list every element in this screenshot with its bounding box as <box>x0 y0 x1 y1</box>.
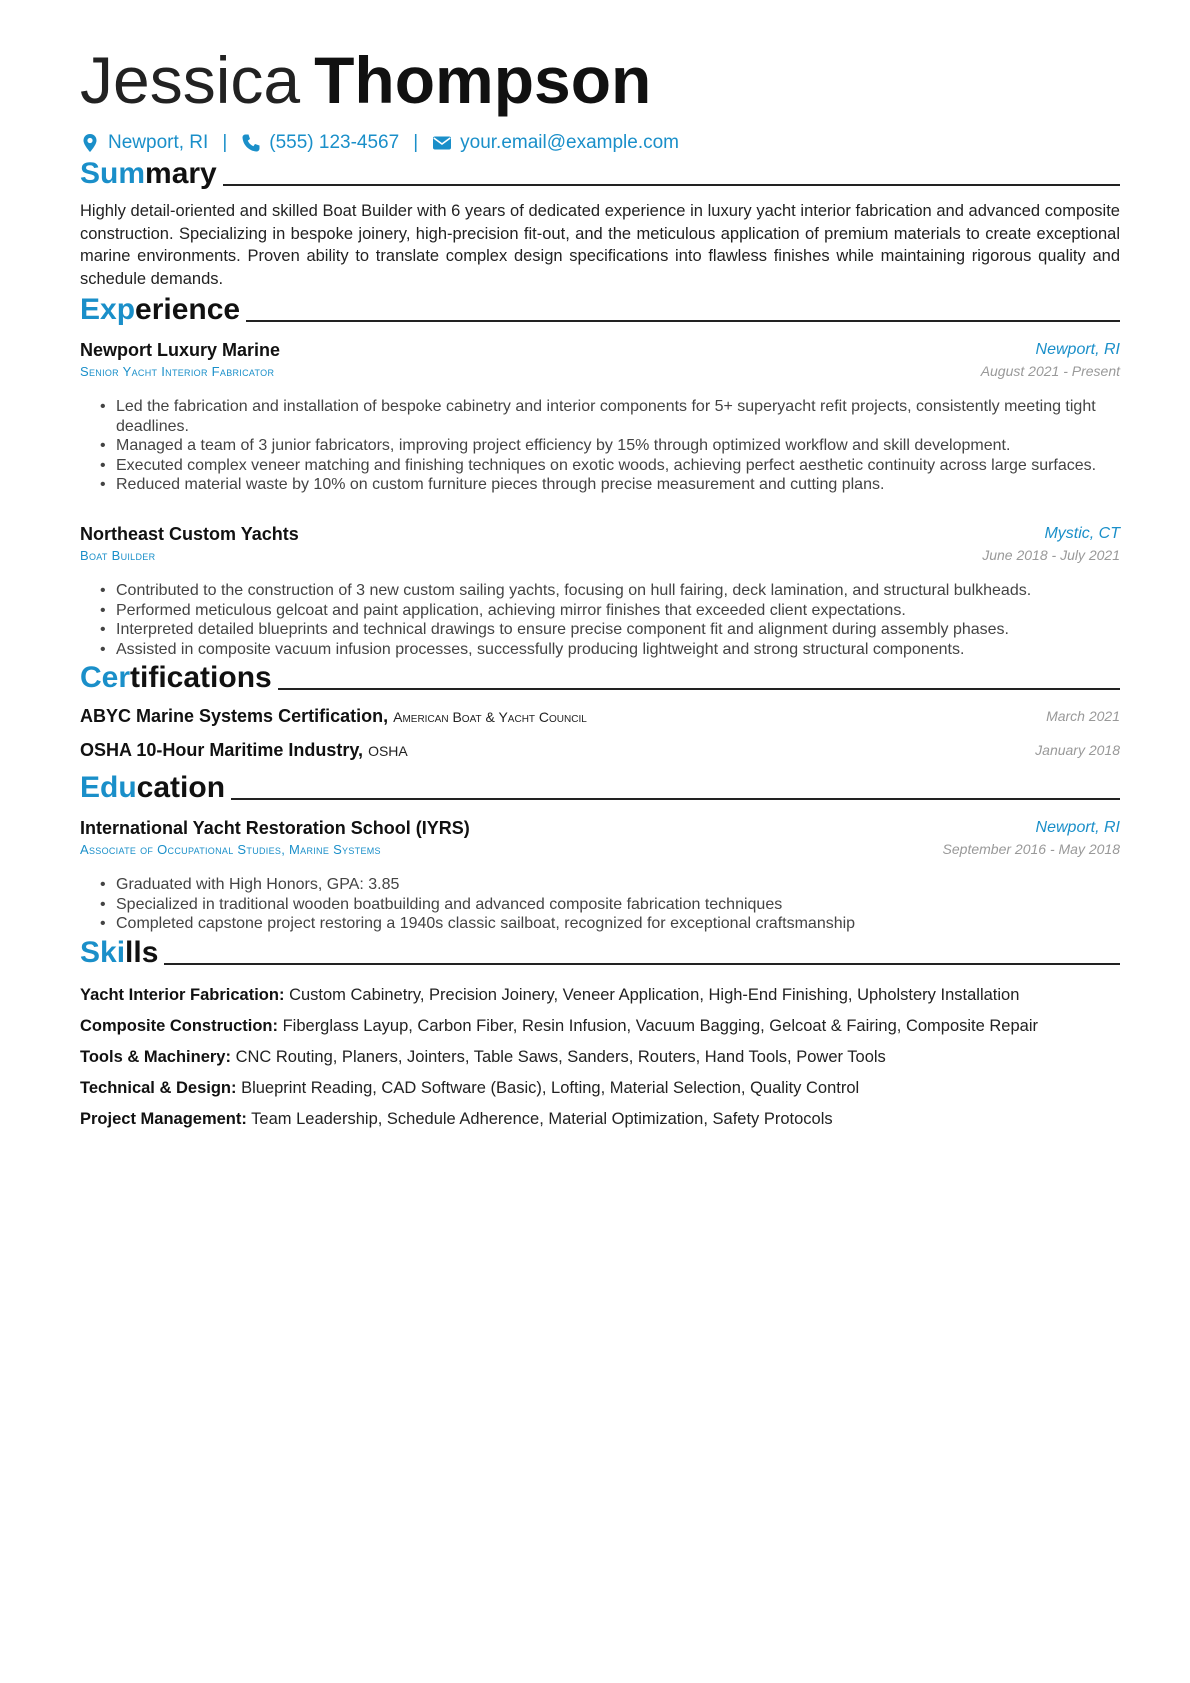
cert-org: OSHA <box>368 743 408 759</box>
cert-date: March 2021 <box>1046 708 1120 724</box>
list-item: • Assisted in composite vacuum infusion processes, successfully producing lightweight and strong structural components. <box>100 640 1120 660</box>
entry-org: Newport Luxury Marine <box>80 340 281 360</box>
education-section <box>80 770 1120 932</box>
entry-location: Newport, RI <box>1035 819 1120 836</box>
section-rule <box>223 184 1120 186</box>
skills-section <box>80 935 1120 1140</box>
skill-list: Custom Cabinetry, Precision Joinery, Veneer Application, High-End Finishing, Upholstery Installation <box>289 986 1020 1004</box>
cert-name: OSHA 10-Hour Maritime Industry <box>80 740 359 760</box>
section-header <box>80 935 1120 971</box>
summary-section <box>80 156 1120 290</box>
skill-row <box>80 1047 1120 1067</box>
entry-location: Newport, RI <box>1035 341 1120 358</box>
entry-bullets <box>100 581 1120 659</box>
skill-row <box>80 1078 1120 1098</box>
certification-item: OSHA 10-Hour Maritime Industry, OSHA January 2018 <box>80 740 1120 760</box>
section-rule <box>164 963 1120 965</box>
skill-row <box>80 985 1120 1005</box>
first-name: Jessica <box>80 43 301 117</box>
list-item: • Completed capstone project restoring a 1940s classic sailboat, recognized for exceptional craftsmanship <box>100 914 1120 934</box>
section-title: Education <box>80 771 226 804</box>
certifications-section <box>80 660 1120 774</box>
section-header <box>80 660 1120 696</box>
skill-row <box>80 1016 1120 1036</box>
contact-phone <box>241 132 399 154</box>
section-header <box>80 770 1120 806</box>
section-rule <box>246 320 1120 322</box>
entry-bullets <box>100 397 1120 495</box>
cert-date: January 2018 <box>1035 742 1120 758</box>
list-item: • Reduced material waste by 10% on custom furniture pieces through precise measurement and cutting plans. <box>100 475 1120 495</box>
entry-role: Associate of Occupational Studies, Marine Systems <box>80 842 381 857</box>
skill-list: CNC Routing, Planers, Jointers, Table Saws, Sanders, Routers, Hand Tools, Power Tools <box>235 1048 886 1066</box>
contact-email[interactable] <box>432 132 679 154</box>
skill-category: Project Management: <box>80 1110 247 1128</box>
skill-list: Blueprint Reading, CAD Software (Basic), Lofting, Material Selection, Quality Control <box>241 1079 860 1097</box>
list-item: • Managed a team of 3 junior fabricators, improving project efficiency by 15% through optimized workflow and skill development. <box>100 436 1120 456</box>
skill-row <box>80 1109 1120 1129</box>
experience-section <box>80 292 1120 658</box>
contact-separator: | <box>222 132 228 153</box>
list-item: • Performed meticulous gelcoat and paint application, achieving mirror finishes that exceeded client expectations. <box>100 601 1120 621</box>
contact-location <box>80 132 208 154</box>
skill-category: Composite Construction: <box>80 1017 278 1035</box>
list-item: • Specialized in traditional wooden boatbuilding and advanced composite fabrication techniques <box>100 895 1120 915</box>
education-entry <box>80 818 1120 938</box>
section-header <box>80 292 1120 328</box>
experience-entry <box>80 340 1120 510</box>
list-item: • Executed complex veneer matching and finishing techniques on exotic woods, achieving perfect aesthetic continuity across large surfaces. <box>100 456 1120 476</box>
experience-entry <box>80 524 1120 658</box>
section-title: Experience <box>80 293 241 326</box>
entry-org: International Yacht Restoration School (IYRS) <box>80 818 470 838</box>
contact-line <box>80 132 679 154</box>
list-item: • Led the fabrication and installation of bespoke cabinetry and interior components for 5+ superyacht refit projects, consistently meeting tight deadlines. <box>100 397 1120 436</box>
location-text: Newport, RI <box>108 132 209 153</box>
cert-org: American Boat & Yacht Council <box>393 709 587 725</box>
list-item: • Contributed to the construction of 3 new custom sailing yachts, focusing on hull fairing, deck lamination, and structural bulkheads. <box>100 581 1120 601</box>
phone-icon <box>241 133 261 153</box>
skill-category: Technical & Design: <box>80 1079 237 1097</box>
entry-role: Boat Builder <box>80 548 156 563</box>
skill-list: Fiberglass Layup, Carbon Fiber, Resin Infusion, Vacuum Bagging, Gelcoat & Fairing, Composite Repair <box>282 1017 1039 1035</box>
list-item: • Interpreted detailed blueprints and technical drawings to ensure precise component fit and alignment during assembly phases. <box>100 620 1120 640</box>
map-pin-icon <box>80 133 100 153</box>
entry-location: Mystic, CT <box>1044 525 1120 542</box>
cert-name: ABYC Marine Systems Certification <box>80 706 384 726</box>
certification-item: ABYC Marine Systems Certification, American Boat & Yacht Council March 2021 <box>80 706 1120 726</box>
section-title: Certifications <box>80 661 272 694</box>
entry-bullets <box>100 875 1120 934</box>
skill-category: Tools & Machinery: <box>80 1048 231 1066</box>
summary-text: Highly detail-oriented and skilled Boat Builder with 6 years of dedicated experience in luxury yacht interior fabrication and advanced composite construction. Specializing in bespoke joinery, high-precision fit-out, and the meticulous application of premium materials to create exceptional marine environments. Proven ability to translate complex design specifications into flawless finishes while maintaining rigorous quality and schedule demands. <box>80 202 1120 288</box>
entry-org: Northeast Custom Yachts <box>80 524 299 544</box>
section-rule <box>278 688 1120 690</box>
last-name: Thompson <box>314 43 652 117</box>
section-title: Skills <box>80 936 159 969</box>
resume-name <box>80 40 651 120</box>
section-rule <box>231 798 1120 800</box>
section-title: Summary <box>80 157 217 190</box>
email-link[interactable]: your.email@example.com <box>460 132 679 153</box>
skill-list: Team Leadership, Schedule Adherence, Material Optimization, Safety Protocols <box>251 1110 833 1128</box>
entry-date: June 2018 - July 2021 <box>982 547 1120 563</box>
contact-separator: | <box>413 132 419 153</box>
phone-text: (555) 123-4567 <box>269 132 400 153</box>
section-header <box>80 156 1120 192</box>
entry-date: August 2021 - Present <box>980 363 1120 379</box>
skill-category: Yacht Interior Fabrication: <box>80 986 285 1004</box>
list-item: • Graduated with High Honors, GPA: 3.85 <box>100 875 1120 895</box>
envelope-icon <box>432 133 452 153</box>
entry-date: September 2016 - May 2018 <box>942 841 1120 857</box>
entry-role: Senior Yacht Interior Fabricator <box>80 364 275 379</box>
